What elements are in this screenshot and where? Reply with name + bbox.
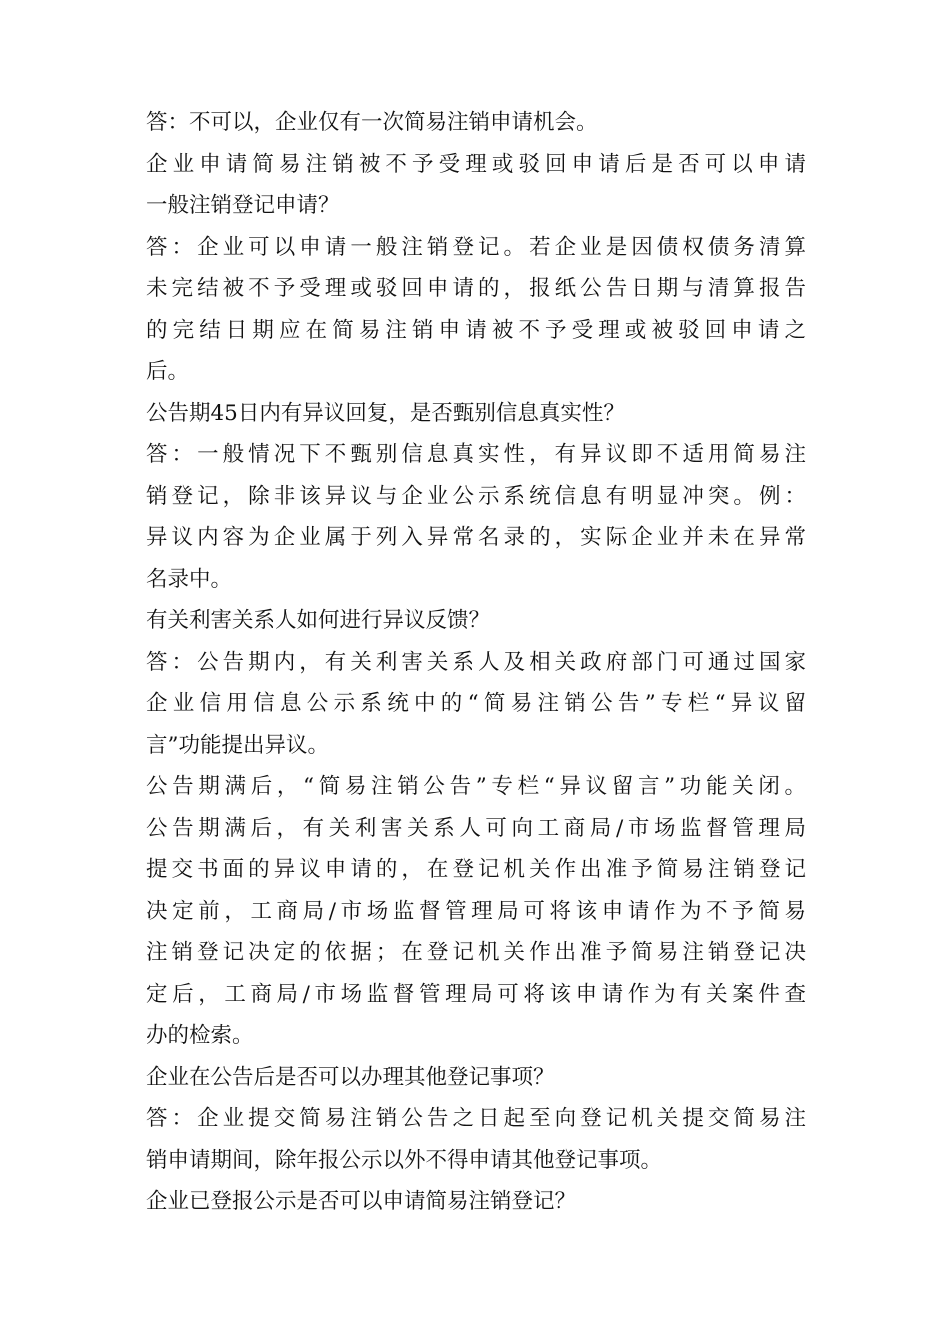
- text-line: 言”功能提出异议。: [146, 732, 329, 758]
- text-line: 注销登记决定的依据；在登记机关作出准予简易注销登记决: [146, 940, 806, 965]
- text-line: 销登记，除非该异议与企业公示系统信息有明显冲突。例：: [146, 483, 806, 509]
- text-line: 名录中。: [146, 566, 233, 592]
- text-line: 有关利害关系人如何进行异议反馈？: [146, 608, 491, 633]
- document-body: [146, 102, 806, 1223]
- text-line: 答：企业可以申请一般注销登记。若企业是因债权债务清算: [146, 234, 806, 260]
- text-line: 企业申请简易注销被不予受理或驳回申请后是否可以申请: [146, 151, 806, 177]
- text-line: 办的检索。: [146, 1023, 254, 1048]
- text-line: 销申请期间，除年报公示以外不得申请其他登记事项。: [146, 1147, 663, 1173]
- text-line: 决定前，工商局/市场监督管理局可将该申请作为不予简易: [146, 898, 806, 924]
- text-line: 答：不可以，企业仅有一次简易注销申请机会。: [146, 110, 598, 135]
- text-line: 公告期满后，有关利害关系人可向工商局/市场监督管理局: [146, 815, 806, 841]
- text-line: 答：一般情况下不甄别信息真实性，有异议即不适用简易注: [146, 442, 806, 467]
- text-line: 公告期45日内有异议回复，是否甄别信息真实性？: [146, 400, 625, 426]
- text-line: 答：公告期内，有关利害关系人及相关政府部门可通过国家: [146, 649, 806, 675]
- text-line: 未完结被不予受理或驳回申请的，报纸公告日期与清算报告: [146, 276, 806, 301]
- text-line: 定后，工商局/市场监督管理局可将该申请作为有关案件查: [146, 981, 806, 1007]
- text-line: 一般注销登记申请？: [146, 193, 340, 218]
- text-line: 企业信用信息公示系统中的“简易注销公告”专栏“异议留: [146, 691, 806, 716]
- text-line: 企业在公告后是否可以办理其他登记事项？: [146, 1064, 555, 1090]
- text-line: 公告期满后，“简易注销公告”专栏“异议留言”功能关闭。: [146, 774, 806, 799]
- text-line: 后。: [146, 359, 190, 384]
- text-line: 的完结日期应在简易注销申请被不予受理或被驳回申请之: [146, 317, 806, 343]
- text-line: 提交书面的异议申请的，在登记机关作出准予简易注销登记: [146, 857, 806, 882]
- text-line: 企业已登报公示是否可以申请简易注销登记？: [146, 1189, 577, 1214]
- text-line: 答：企业提交简易注销公告之日起至向登记机关提交简易注: [146, 1106, 806, 1131]
- text-line: 异议内容为企业属于列入异常名录的，实际企业并未在异常: [146, 525, 806, 550]
